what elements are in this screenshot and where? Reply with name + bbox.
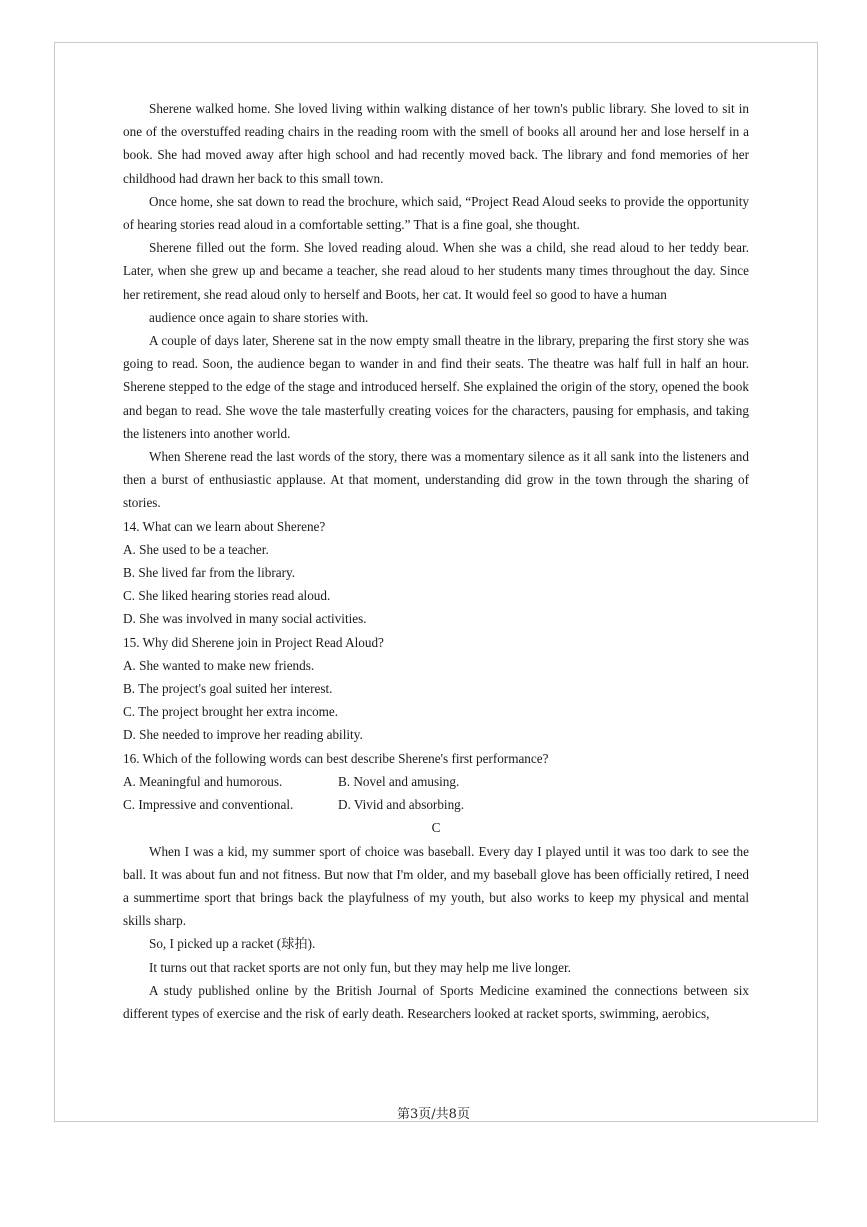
question-16-option-a: A. Meaningful and humorous. (123, 773, 283, 789)
question-15-option-a: A. She wanted to make new friends. (123, 657, 315, 673)
passage-b-paragraph-3-continued: audience once again to share stories with. (149, 309, 369, 325)
question-15-option-d: D. She needed to improve her reading ability. (123, 727, 363, 743)
page-footer: 第3页/共8页 (397, 1107, 470, 1122)
question-14-option-b: B. She lived far from the library. (123, 565, 295, 581)
question-16-option-b: B. Novel and amusing. (338, 773, 460, 789)
page-content (123, 97, 749, 1025)
passage-b-paragraph-5: When Sherene read the last words of the story, there was a momentary silence as it all sank into the listeners and then a burst of enthusiastic applause. At that moment, understanding did grow in the town through the sharing of stories. (123, 449, 749, 511)
question-16-options-row-1 (123, 770, 749, 793)
question-14-stem: 14. What can we learn about Sherene? (123, 518, 326, 534)
question-15-stem: 15. Why did Sherene join in Project Read Aloud? (123, 634, 384, 650)
question-14-option-c: C. She liked hearing stories read aloud. (123, 588, 331, 604)
question-14-option-d: D. She was involved in many social activities. (123, 611, 367, 627)
passage-c-paragraph-4: A study published online by the British Journal of Sports Medicine examined the connections between six different types of exercise and the risk of early death. Researchers looked at racket sports, swimming, aerobics, (123, 982, 749, 1021)
question-14-option-a: A. She used to be a teacher. (123, 541, 269, 557)
question-16-option-d: D. Vivid and absorbing. (338, 797, 465, 813)
question-15-option-b: B. The project's goal suited her interest. (123, 681, 333, 697)
question-15-option-c: C. The project brought her extra income. (123, 704, 339, 720)
passage-c-paragraph-2: So, I picked up a racket (球拍). (149, 936, 316, 952)
passage-c-paragraph-3: It turns out that racket sports are not only fun, but they may help me live longer. (149, 959, 571, 975)
passage-b-paragraph-2: Once home, she sat down to read the brochure, which said, “Project Read Aloud seeks to provide the opportunity of hearing stories read aloud in a comfortable setting.” That is a fine goal, she thought. (123, 193, 749, 233)
question-16-stem: 16. Which of the following words can best describe Sherene's first performance? (123, 750, 549, 766)
passage-b-paragraph-4: A couple of days later, Sherene sat in the now empty small theatre in the library, preparing the first story she was going to read. Soon, the audience began to wander in and find their seats. The theatre was half full in half an hour. Sherene stepped to the edge of the stage and introduced herself. She explained the origin of the story, opened the book and began to read. She wove the tale masterfully creating voices for the characters, pausing for emphasis, and taking the listeners into another world. (123, 333, 749, 441)
question-16-option-c: C. Impressive and conventional. (123, 797, 294, 813)
question-16-options-row-2 (123, 793, 749, 816)
passage-b-paragraph-3: Sherene filled out the form. She loved reading aloud. When she was a child, she read aloud to her teddy bear. Later, when she grew up and became a teacher, she read aloud to her students many times throughout the day. Since her retirement, she read aloud only to herself and Boots, her cat. It would feel so good to have a human (123, 240, 749, 302)
passage-c-heading: C (431, 820, 441, 836)
passage-b-paragraph-1: Sherene walked home. She loved living within walking distance of her town's public library. She loved to sit in one of the overstuffed reading chairs in the reading room with the smell of books all around her and lose herself in a book. She had moved away after high school and had recently moved back. The library and fond memories of her childhood had drawn her back to this small town. (123, 101, 749, 186)
passage-c-paragraph-1: When I was a kid, my summer sport of choice was baseball. Every day I played until it was too dark to see the ball. It was about fun and not fitness. But now that I'm older, and my baseball glove has been officially retired, I need a summertime sport that brings back the playfulness of my youth, but also works to keep my physical and mental skills sharp. (123, 843, 749, 929)
